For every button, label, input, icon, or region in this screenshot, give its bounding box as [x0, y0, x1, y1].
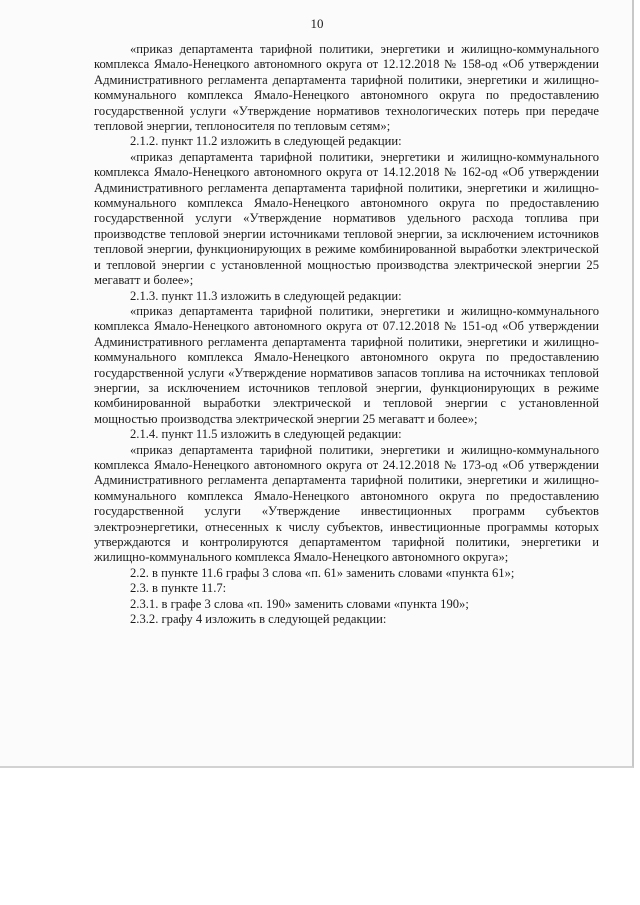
- paragraph-item-2-2: 2.2. в пункте 11.6 графы 3 слова «п. 61» заменить словами «пункта 61»;: [130, 565, 515, 580]
- paragraph-order-162: «приказ департамента тарифной политики, энергетики и жилищно-коммунального комплекса Ямало-Ненецкого автономного округа от 14.12.2018 № 162-од «Об утверждении Административного регламента департамента тарифной политики, энергетики и жилищно-коммунального комплекса Ямало-Ненецкого автономного округа по предоставлению государственной услуги «Утверждение нормативов удельного расхода топлива при производстве тепловой энергии источниками тепловой энергии, за исключением источников тепловой энергии, функционирующих в режиме комбинированной выработки электрической и тепловой энергии с установленной мощностью производства электрической энергии 25 мегаватт и более»;: [94, 149, 599, 288]
- paragraph-order-158: «приказ департамента тарифной политики, энергетики и жилищно-коммунального комплекса Ямало-Ненецкого автономного округа от 12.12.2018 № 158-од «Об утверждении Административного регламента департамента тарифной политики, энергетики и жилищно-коммунального комплекса Ямало-Ненецкого автономного округа по предоставлению государственной услуги «Утверждение нормативов технологических потерь при передаче тепловой энергии, теплоносителя по тепловым сетям»;: [94, 42, 599, 134]
- paragraph-item-2-1-2: 2.1.2. пункт 11.2 изложить в следующей редакции:: [130, 134, 402, 149]
- paragraph-order-151: «приказ департамента тарифной политики, энергетики и жилищно-коммунального комплекса Ямало-Ненецкого автономного округа от 07.12.2018 № 151-од «Об утверждении Административного регламента департамента тарифной политики, энергетики и жилищно-коммунального комплекса Ямало-Ненецкого автономного округа по предоставлению государственной услуги «Утверждение нормативов запасов топлива на источниках тепловой энергии, за исключением источников тепловой энергии, функционирующих в режиме комбинированной выработки электрической и тепловой энергии с установленной мощностью производства электрической энергии 25 мегаватт и более»;: [94, 303, 599, 426]
- paragraph-item-2-3: 2.3. в пункте 11.7:: [130, 581, 227, 596]
- paragraph-item-2-3-2: 2.3.2. графу 4 изложить в следующей редакции:: [130, 612, 387, 627]
- paragraph-item-2-3-1: 2.3.1. в графе 3 слова «п. 190» заменить словами «пункта 190»;: [130, 596, 469, 611]
- document-body: [94, 42, 599, 627]
- paragraph-item-2-1-4: 2.1.4. пункт 11.5 изложить в следующей редакции:: [130, 427, 402, 442]
- page-number: 10: [310, 16, 324, 31]
- paragraph-item-2-1-3: 2.1.3. пункт 11.3 изложить в следующей редакции:: [130, 288, 402, 303]
- paragraph-order-173: «приказ департамента тарифной политики, энергетики и жилищно-коммунального комплекса Ямало-Ненецкого автономного округа от 24.12.2018 № 173-од «Об утверждении Административного регламента департамента тарифной политики, энергетики и жилищно-коммунального комплекса Ямало-Ненецкого автономного округа по предоставлению государственной услуги «Утверждение инвестиционных программ субъектов электроэнергетики, отнесенных к числу субъектов, инвестиционные программы которых утверждаются и контролируются департаментом тарифной политики, энергетики и жилищно-коммунального комплекса Ямало-Ненецкого автономного округа»;: [94, 442, 599, 565]
